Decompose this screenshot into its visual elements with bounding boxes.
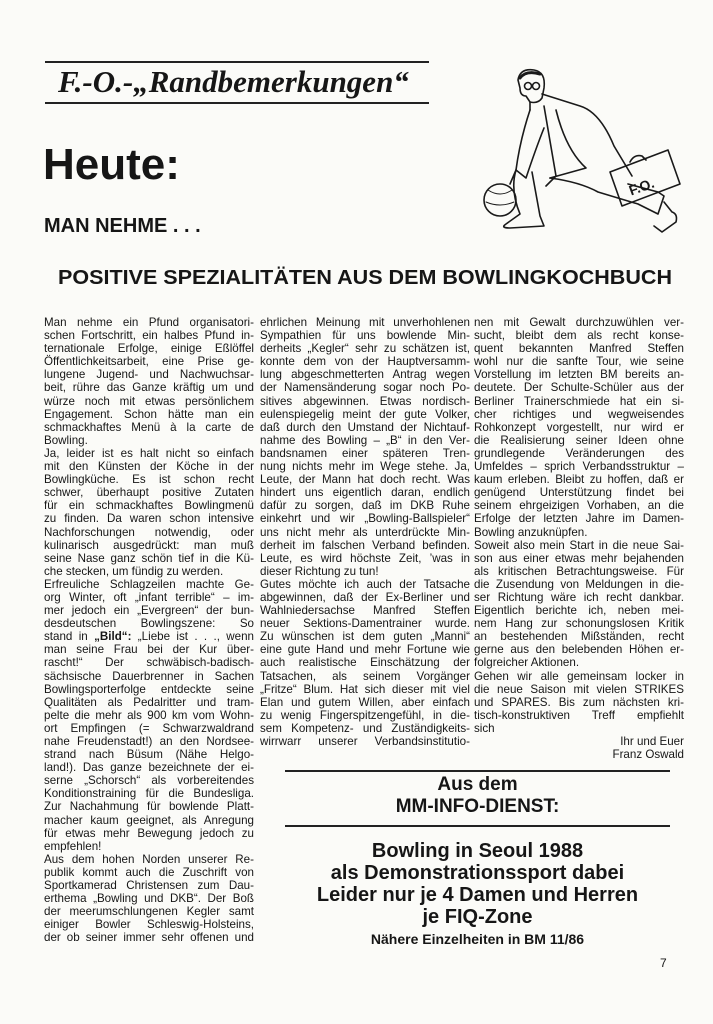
article-line: einiger Bowler Schleswig-Holsteins, [44,918,254,932]
article-line: „Fritze“ Blum. Hat sich dieser mit viel [260,682,470,696]
article-line: wirrwarr unserer Verbandsinstitutio- [260,735,470,748]
article-line: erthema „Bowling und DKB“. Der Boß [44,892,254,906]
article-line: Soweit also mein Start in die neue Sai- [474,538,684,552]
article-line: sucht, bleibt dem als recht konse- [474,329,684,343]
article-line: daß durch den Umstand der Nichtauf- [260,420,470,434]
news-line: als Demonstrationssport dabei [330,862,625,884]
article-line: die Realisierung seiner Ideen ohne [474,433,684,447]
article-line: Erfolge der letzten Jahre im Damen- [474,512,684,526]
article-line: einkehrt und wir „Bowling-Ballspieler“ [260,512,470,526]
article-line: nahme des Bowling – „B“ in den Ver- [260,433,470,447]
info-box-rule-top [285,770,670,772]
kicker-heading: Heute: [43,140,180,189]
article-line: auch realistische Einschätzung der [260,656,470,670]
article-line: land!). Das ganze bezeichnete der ei- [44,761,254,775]
article-line: Bowling. [44,433,88,447]
article-line: seinem ehrgeizigen Vorhaben, an die [474,499,684,513]
article-line: die neue Saison mit vielen STRIKES [474,682,684,696]
article-line: schwer, überhaupt positive Zutaten [44,486,254,500]
article-line: nem Hang zur schonungslosen Kritik [474,617,684,631]
article-line: ehrlichen Meinung mit unverhohlenen [260,316,470,329]
article-line [44,630,254,643]
article-line: sitives abgewinnen. Etwas nordisch- [260,394,470,408]
article-line: nahe Freudenstadt!) an den Nordsee- [44,735,254,748]
article-line: tisch-konstruktiven Treff empfiehlt [474,708,684,722]
article-line: Vorstellung im letzten BM bereits an- [474,368,684,382]
briefcase-label: F.O. [626,174,657,199]
article-line: serne „Schorsch“ als vorbereitendes [44,774,254,788]
article-line: zu finden. Da waren schon intensive [44,512,254,526]
info-box-heading-2: MM-INFO-DIENST: [395,796,560,817]
article-line: sich [474,721,495,735]
article-line: Leute, es wird höchste Zeit, ’was in [260,551,470,565]
article-line: Ihr und Euer [620,735,684,748]
article-line: Sportkamerad Christensen zum Dau- [44,879,254,893]
article-line: deutete. Der Schulte-Schüler aus der [474,381,684,395]
article-column-1 [44,316,254,945]
article-line: beit, rühre das Ganze kräftig um und [44,381,254,395]
article-line: kaum erleben. Bleibt zu hoffen, daß er [474,473,684,487]
article-line: Gehen wir alle gemeinsam locker in [474,669,684,683]
article-line: an bestehenden Mißständen, recht [474,630,684,644]
bold-source-name: „Bild“: [94,630,132,644]
subkicker-heading: MAN NEHME . . . [44,215,201,237]
info-box-heading-1: Aus dem [437,774,518,795]
article-line: desdeutschen Bowlingszene: So [44,617,254,631]
article-line: sem Kompetenz- und Zuständigkeits- [260,721,470,735]
article-line: Nachforschungen notwendig, oder [44,525,254,539]
article-line: gerne aus den belebenden Höhen er- [474,643,684,657]
article-line: die Zusendung von Meldungen in die- [474,577,684,591]
article-line: abgewinnen, daß der Ex-Berliner und [260,590,470,604]
article-line: wohl nur die sanfte Tour, wie seine [474,355,684,369]
article-line: Rohkonzept vorgestellt, nur wird er [474,420,684,434]
article-line: Zu wünschen ist dem guten „Manni“ [260,630,470,644]
article-line: Franz Oswald [612,748,684,762]
article-line: Zur Nachahmung für bowlende Platt- [44,800,254,814]
article-line: schen Fortschritt, ein halbes Pfund in- [44,329,254,343]
article-line: Leute, der Mann hat doch recht. Was [260,473,470,487]
article-line: ser Richtung wäre ich recht dankbar. [474,590,684,604]
article-line: Konditionstraining für die Bundesliga. [44,787,254,801]
article-line: bandsnamen einer späteren Tren- [260,446,470,460]
article-line: konnte dem von der Hauptversamm- [260,355,470,369]
info-box-reference: Nähere Einzelheiten in BM 11/86 [370,931,585,947]
article-line-segment: stand in [44,630,95,644]
article-line: Sympathien für uns bowlende Min- [260,329,470,343]
article-line: mer jedoch ein „Evergreen“ der bun- [44,604,254,618]
page-number: 7 [660,956,667,970]
article-line: cher richtiges und wegweisendes [474,407,684,421]
article-line: grundlegende Veränderungen des [474,446,684,460]
article-line: dafür zu sorgen, daß im DKB Ruhe [260,499,470,513]
article-line: eine gute Hand und mehr Fortune wie [260,643,470,657]
article-line: org Winter, oft „infant terrible“ – im- [44,590,254,604]
article-line: folgreicher Aktionen. [474,656,580,670]
article-line: pelte die mehr als 900 km vom Wohn- [44,708,254,722]
article-line: man seine Frau bei der Kur über- [44,643,254,657]
news-line: Bowling in Seoul 1988 [371,840,584,862]
article-line: als kritischen Betrachtungsweise. Für [474,564,684,578]
article-line: uns nicht mehr als unterdrückte Min- [260,525,470,539]
article-line: strand nach Büsum (Nähe Helgo- [44,748,254,762]
bowler-illustration [470,50,700,240]
article-line: für ein schmackhaftes Bowlingmenü [44,499,254,513]
article-line: neuer Sektions-Damentrainer wurde. [260,617,470,631]
article-line-segment: „Liebe ist . . ., wenn [131,630,254,644]
article-line: sächsische Dauerbrenner in Sachen [44,669,254,683]
article-line: Gutes möchte ich auch der Tatsache [260,577,470,591]
article-line: Engagement. Schon hätte man ein [44,407,254,421]
news-line: je FIQ-Zone [422,906,533,928]
article-line: publik kommt auch die Zuschrift von [44,865,254,879]
article-line: macher kaum geeignet, als Anregung [44,813,254,827]
article-line: hindert uns eigentlich daran, endlich [260,486,470,500]
article-line: der ob seiner immer sehr offenen und [44,931,254,945]
article-line: kulinarisch ausgedrückt: man muß [44,538,254,552]
article-line: seine Nase ganz schön tief in die Kü- [44,551,254,565]
info-box-rule-bottom [285,825,670,827]
article-line: empfehlen! [44,839,102,853]
article-line: Bowlingsporterfolge entdeckte seine [44,682,254,696]
article-line: che stecken, um fündig zu werden. [44,564,224,578]
article-line: Berliner Trainerschmiede hat ein si- [474,394,684,408]
article-line: Ja, leider ist es halt nicht so einfach [44,446,254,460]
article-line: nen mit Gewalt durchzuwühlen ver- [474,316,684,329]
article-line: ort Empfingen (= Schwarzwaldrand [44,721,254,735]
article-column-3 [474,316,684,761]
article-line: Bowlingküche. Es ist schon recht [44,473,254,487]
article-line: zu wenig Fingerspitzengefühl, in die- [260,708,470,722]
article-line: Wahlniedersachse Manfred Steffen [260,604,470,618]
article-line: ternationale Erfolge, einige Eßlöffel [44,342,254,356]
article-line: mit den Künsten der Köche in der [44,460,254,474]
article-line: Erfreuliche Schlagzeilen machte Ge- [44,577,254,591]
article-line: schmackhaftes Menü à la carte de [44,420,254,434]
article-line: für etwas mehr Bewegung jedoch zu [44,826,254,840]
article-line: der meerumschlungenen Kegler samt [44,905,254,919]
column-title: F.-O.-„Randbemerkungen“ [58,64,409,99]
article-line: der Namensänderung sogar noch Po- [260,381,470,395]
article-line: Qualitäten als Pedalritter und tram- [44,695,254,709]
article-line: derheit im falschen Verband befinden. [260,538,470,552]
article-line: dieser Richtung zu tun! [260,564,379,578]
article-line: Eigentlich berichte ich, neben mei- [474,604,684,618]
article-line: Öffentlichkeitsarbeit, eine Prise ge- [44,355,254,369]
article-line: Aus dem hohen Norden unserer Re- [44,852,254,866]
article-line: und SPARES. Bis zum nächsten kri- [474,695,684,709]
article-headline: POSITIVE SPEZIALITÄTEN AUS DEM BOWLINGKOCHBUCH [58,267,672,289]
article-line: derheits „Kegler“ sehr zu schätzen ist, [260,342,470,356]
article-line: lungene Jugend- und Nachwuchsar- [44,368,254,382]
article-line: genügend Unterstützung findet bei [474,486,684,500]
article-line: Tatsachen, als seinem Vorgänger [260,669,470,683]
article-line: son aus einer etwas mehr bejahenden [474,551,684,565]
news-line: Leider nur je 4 Damen und Herren [316,884,639,906]
article-line: würze noch mit etwas persönlichem [44,394,254,408]
article-line: eulenspiegelig meint der gute Volker, [260,407,470,421]
article-line: nung nichts mehr im Wege stehe. Ja, [260,460,470,474]
article-line: rascht!“ Der schwäbisch-badisch- [44,656,254,670]
article-line: Umfeldes – sprich Verbandsstruktur – [474,460,684,474]
article-line: Elan und gutem Willen, aber einfach [260,695,470,709]
title-rule-bottom [45,102,429,104]
article-line: quent bekannten Manfred Steffen [474,342,684,356]
article-column-2 [260,316,470,748]
article-line: Man nehme ein Pfund organisatori- [44,316,254,329]
article-line: Bowling anzuknüpfen. [474,525,588,539]
bowler-figure-icon [484,70,677,232]
briefcase-icon [610,150,680,206]
article-line: lung abgeschmetterten Antrag wegen [260,368,470,382]
